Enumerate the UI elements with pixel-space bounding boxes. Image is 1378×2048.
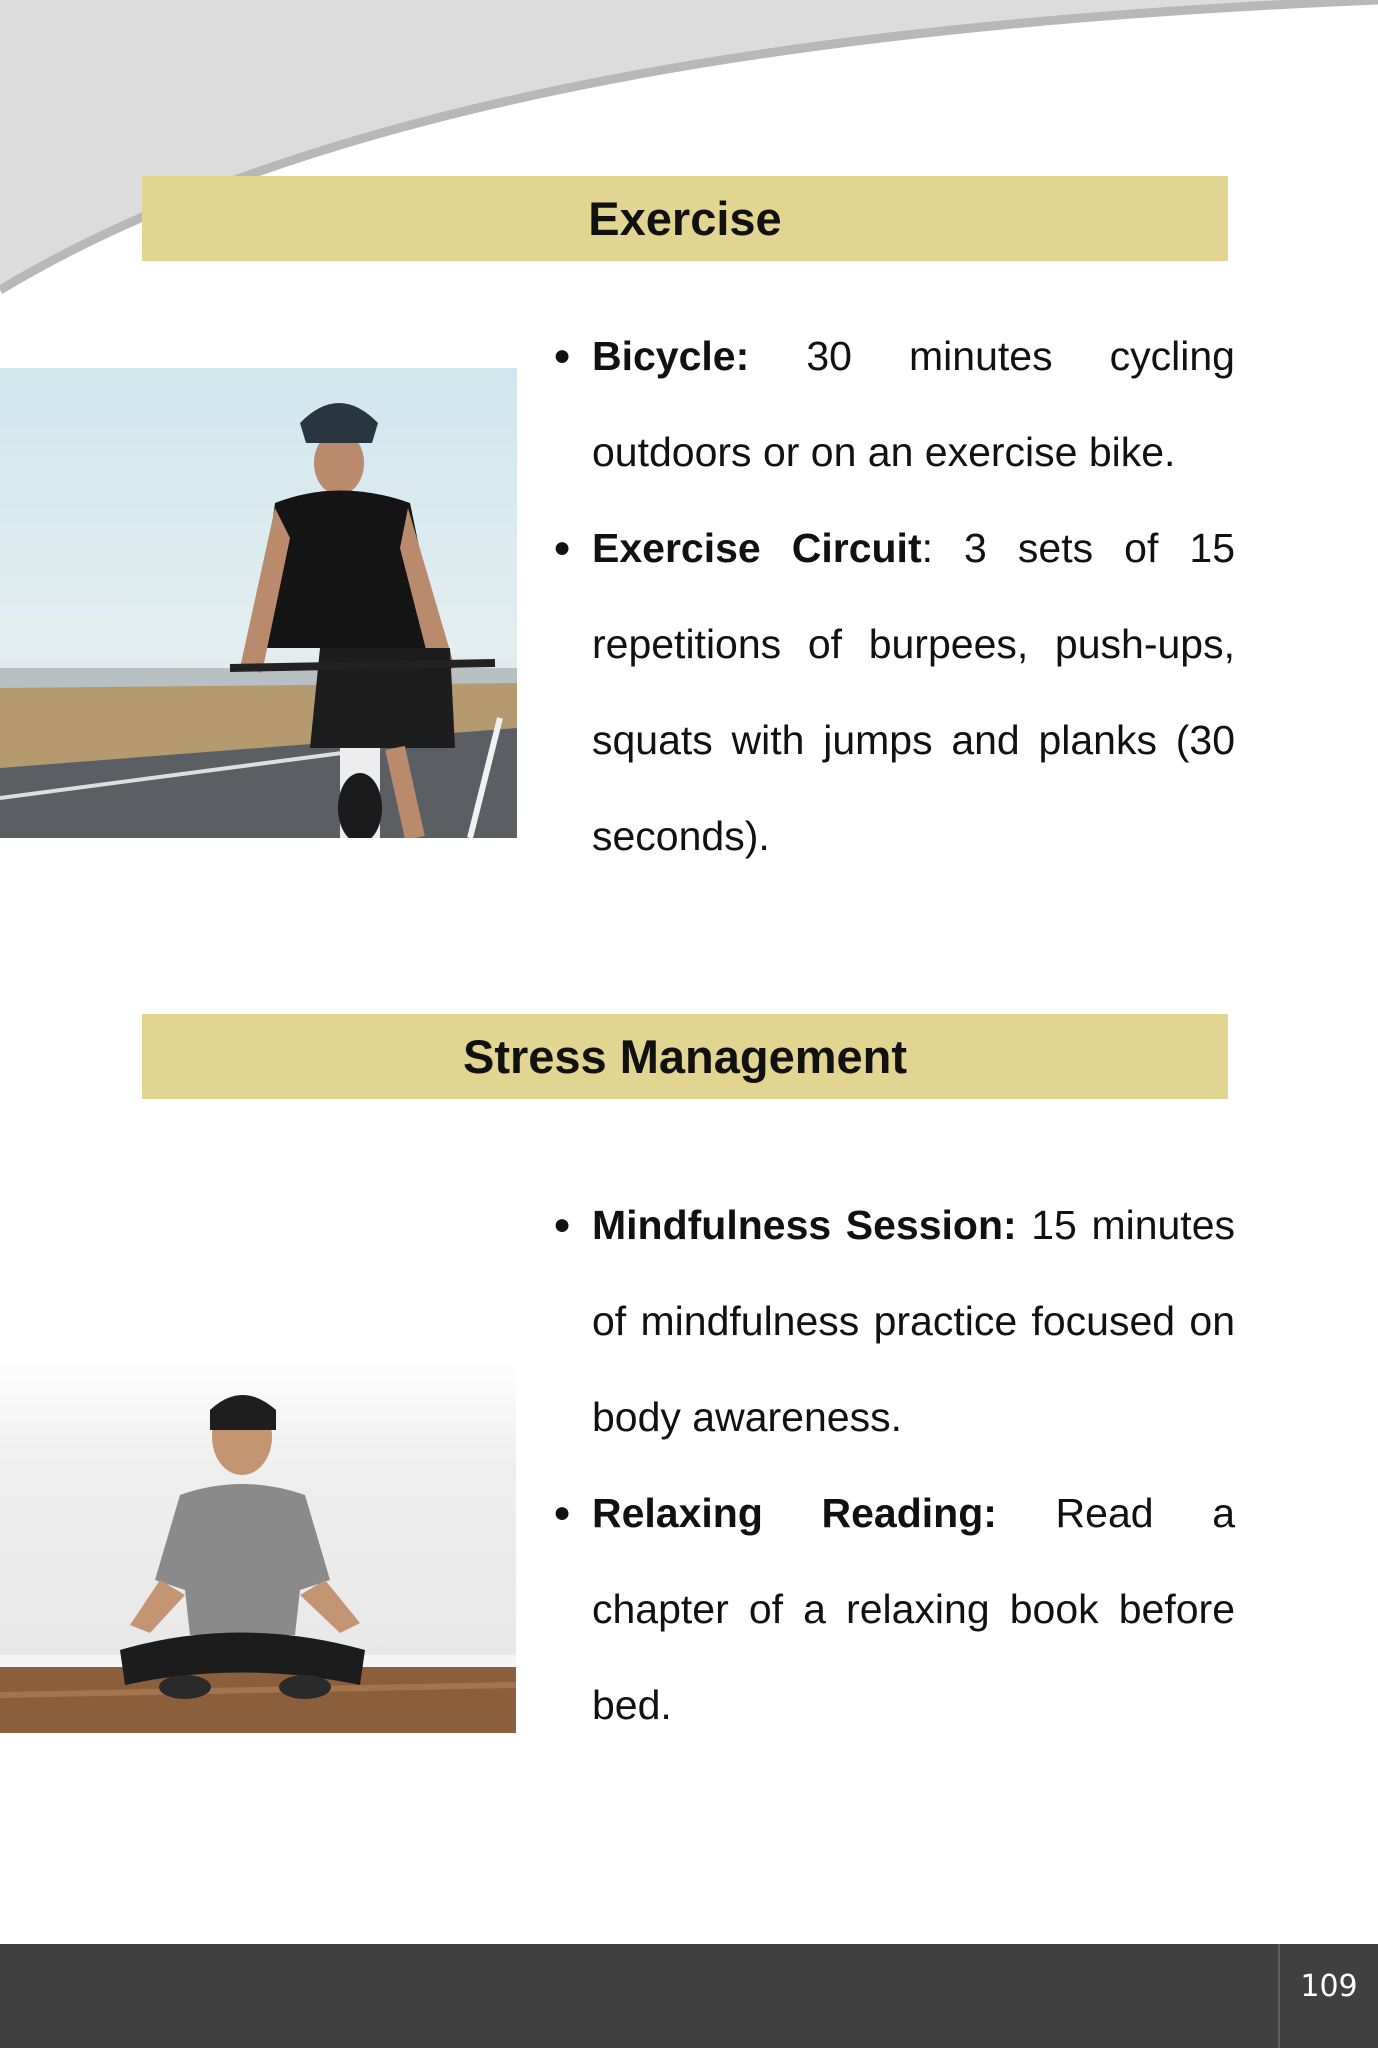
page-number: 109 [1300,1968,1358,2004]
meditation-image [0,1355,516,1733]
section-title: Exercise [588,192,782,245]
footer-bar [0,1944,1378,2048]
list-item [553,1177,1235,1465]
stress-management-banner [142,1014,1228,1099]
exercise-banner [142,176,1228,261]
bullet-term: Relaxing Reading: [592,1490,997,1536]
bullet-text: 15 minutes of mindfulness practice focused on body awareness. [592,1202,1235,1440]
bullet-icon: ● [553,339,572,372]
section-title: Stress Management [462,1030,908,1083]
bullet-term: Bicycle: [592,333,750,379]
page-number-box [1278,1944,1378,2048]
bullet-icon: ● [553,1208,572,1241]
bullet-term: Mindfulness Session: [592,1202,1017,1248]
meditation-photo [0,1355,516,1733]
cyclist-image [0,368,517,838]
list-item [553,500,1235,884]
bullet-text: : 3 sets of 15 repetitions of burpees, push-ups, squats with jumps and planks (30 seconds). [592,525,1235,859]
bullet-term: Exercise Circuit [592,525,922,571]
bullet-icon: ● [553,531,572,564]
list-item [553,1465,1235,1753]
bullet-text: Read a chapter of a relaxing book before bed. [592,1490,1236,1728]
list-item [553,308,1235,500]
exercise-bullet-list [553,308,1235,884]
cyclist-photo [0,368,517,838]
bullet-text: 30 minutes cycling outdoors or on an exercise bike. [592,333,1235,475]
bullet-icon: ● [553,1496,572,1529]
stress-management-bullet-list [553,1177,1235,1753]
